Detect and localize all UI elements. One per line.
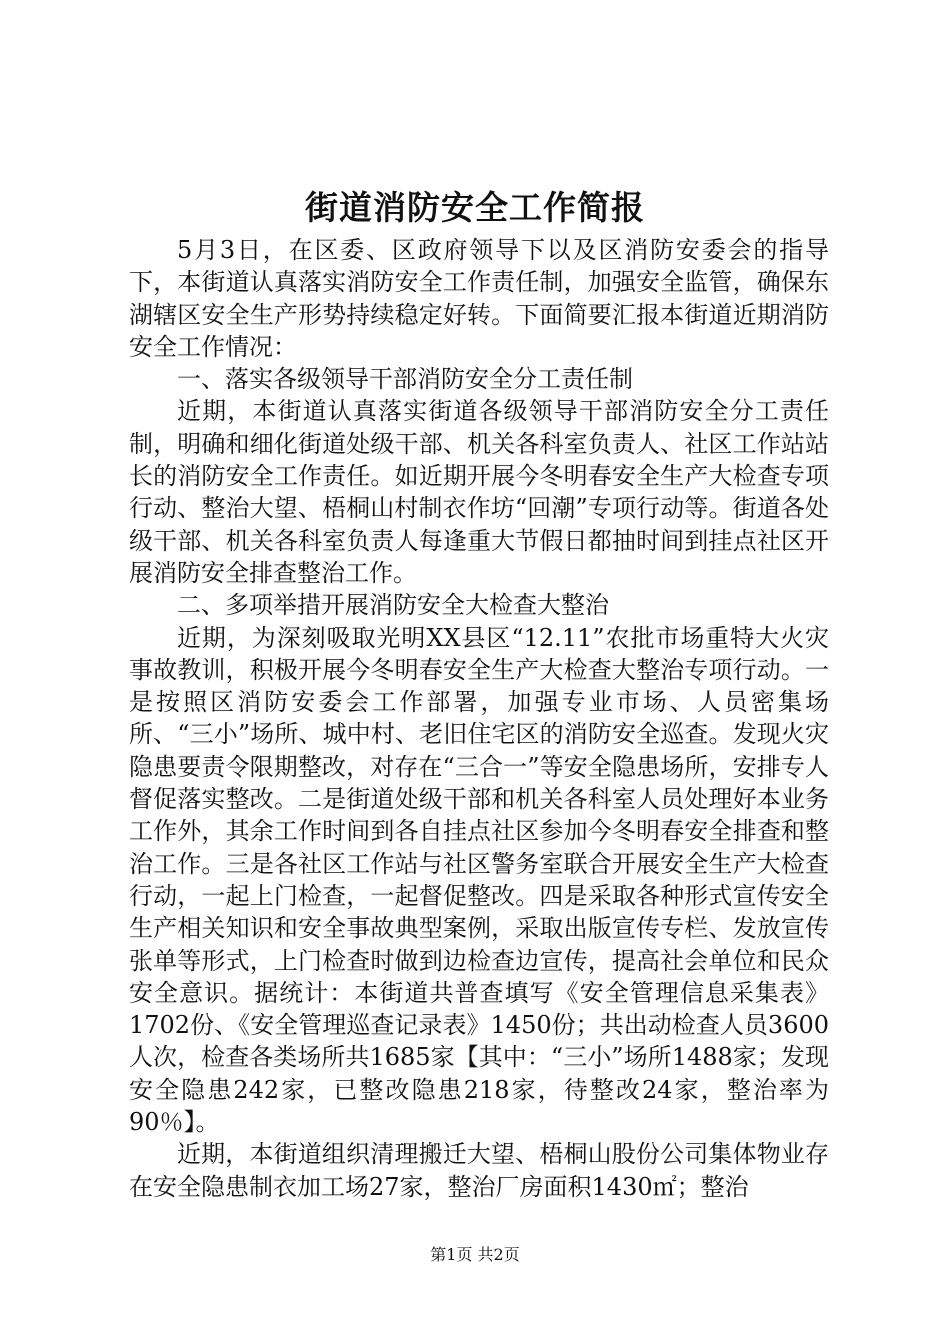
document-title: 街道消防安全工作简报	[305, 188, 645, 227]
section-heading-1: 一、落实各级领导干部消防安全分工责任制	[177, 365, 633, 394]
intro-paragraph: 5月3日，在区委、区政府领导下以及区消防安委会的指导下，本街道认真落实消防安全工作责任制，加强安全监管，确保东湖辖区安全生产形势持续稳定好转。下面简要汇报本街道近期消防安全工作情况：	[129, 236, 829, 361]
section-heading-2: 二、多项举措开展消防安全大检查大整治	[177, 591, 609, 620]
section-1-paragraph: 近期，本街道认真落实街道各级领导干部消防安全分工责任制，明确和细化街道处级干部、机关各科室负责人、社区工作站站长的消防安全工作责任。如近期开展今冬明春安全生产大检查专项行动、整治大望、梧桐山村制衣作坊“回潮”专项行动等。街道各处级干部、机关各科室负责人每逢重大节假日都抽时间到挂点社区开展消防安全排查整治工作。	[129, 397, 829, 587]
section-2-paragraph: 近期，为深刻吸取光明XX县区“12.11”农批市场重特大火灾事故教训，积极开展今冬明春安全生产大检查大整治专项行动。一是按照区消防安委会工作部署，加强专业市场、人员密集场所、“三小”场所、城中村、老旧住宅区的消防安全巡查。发现火灾隐患要责令限期整改，对存在“三合一”等安全隐患场所，安排专人督促落实整改。二是街道处级干部和机关各科室人员处理好本业务工作外，其余工作时间到各自挂点社区参加今冬明春安全排查和整治工作。三是各社区工作站与社区警务室联合开展安全生产大检查行动，一起上门检查，一起督促整改。四是采取各种形式宣传安全生产相关知识和安全事故典型案例，采取出版宣传专栏、发放宣传张单等形式，上门检查时做到边检查边宣传，提高社会单位和民众安全意识。据统计：本街道共普查填写《安全管理信息采集表》1702份、《安全管理巡查记录表》1450份；共出动检查人员3600人次，检查各类场所共1685家【其中：“三小”场所1488家；发现安全隐患242家，已整改隐患218家，待整改24家，整治率为90％】。	[129, 623, 829, 1137]
page-footer: 第1页 共2页	[430, 1245, 520, 1264]
document-body	[129, 234, 829, 1203]
section-2-paragraph-continued: 近期，本街道组织清理搬迁大望、梧桐山股份公司集体物业存在安全隐患制衣加工场27家，整治厂房面积1430㎡；整治	[129, 1140, 829, 1201]
